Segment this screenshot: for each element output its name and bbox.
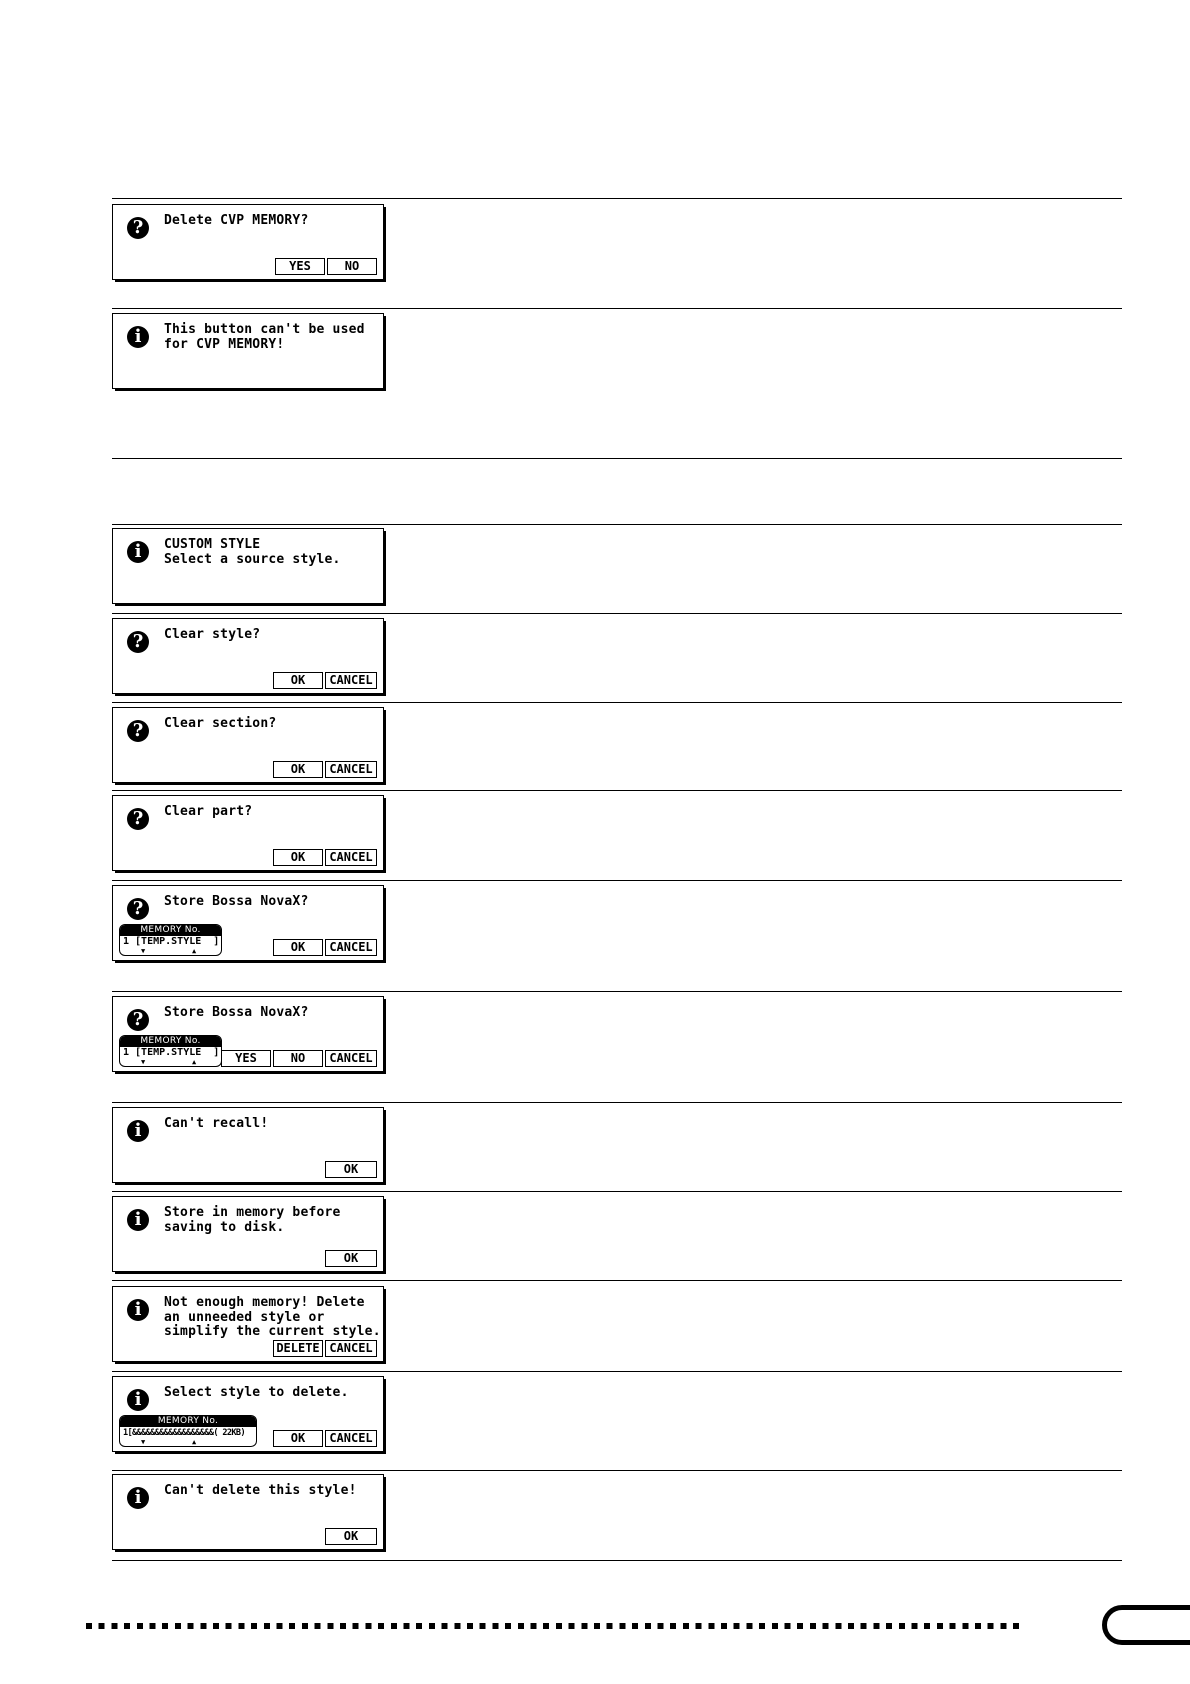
question-icon: ? xyxy=(127,720,149,742)
cancel-button[interactable]: CANCEL xyxy=(325,849,377,866)
dialog-message: Delete CVP MEMORY? xyxy=(164,213,309,228)
cancel-button[interactable]: CANCEL xyxy=(325,1050,377,1067)
dialog-message: Store Bossa NovaX? xyxy=(164,1005,309,1020)
ok-button[interactable]: OK xyxy=(325,1528,377,1545)
decrement-arrow-icon[interactable]: ▼ xyxy=(141,1058,146,1066)
dialog-message: Store in memory before saving to disk. xyxy=(164,1205,341,1235)
divider xyxy=(112,1102,1122,1103)
dialog-message: Clear style? xyxy=(164,627,261,642)
divider xyxy=(112,991,1122,992)
divider xyxy=(112,1280,1122,1281)
info-icon: i xyxy=(127,1120,149,1142)
yes-button[interactable]: YES xyxy=(221,1050,271,1067)
decrement-arrow-icon[interactable]: ▼ xyxy=(141,1438,146,1446)
lcd-dialog-button-cant-be-used xyxy=(112,313,384,389)
memory-number-selector[interactable] xyxy=(119,1035,222,1067)
divider xyxy=(112,524,1122,525)
memory-number-selector[interactable] xyxy=(119,1415,257,1447)
dialog-message: CUSTOM STYLE Select a source style. xyxy=(164,537,341,567)
ok-button[interactable]: OK xyxy=(273,849,323,866)
memory-value: 1 [TEMP.STYLE ] xyxy=(123,936,220,947)
info-icon: i xyxy=(127,1487,149,1509)
lcd-dialog-select-style-to-delete xyxy=(112,1376,384,1452)
dialog-message: Not enough memory! Delete an unneeded style or simplify the current style. xyxy=(164,1295,381,1339)
divider xyxy=(112,1560,1122,1561)
info-icon: i xyxy=(127,541,149,563)
increment-arrow-icon[interactable]: ▲ xyxy=(192,1438,197,1446)
info-icon: i xyxy=(127,326,149,348)
dialog-message: Store Bossa NovaX? xyxy=(164,894,309,909)
ok-button[interactable]: OK xyxy=(273,761,323,778)
dialog-message: Clear part? xyxy=(164,804,253,819)
lcd-dialog-delete-cvp-memory xyxy=(112,204,384,280)
divider xyxy=(112,702,1122,703)
memory-number-selector[interactable] xyxy=(119,924,222,956)
ok-button[interactable]: OK xyxy=(325,1161,377,1178)
divider xyxy=(112,458,1122,459)
lcd-dialog-clear-part xyxy=(112,795,384,871)
divider xyxy=(112,1470,1122,1471)
question-icon: ? xyxy=(127,631,149,653)
lcd-dialog-custom-style xyxy=(112,528,384,604)
question-icon: ? xyxy=(127,898,149,920)
lcd-dialog-cant-recall xyxy=(112,1107,384,1183)
lcd-dialog-not-enough-memory xyxy=(112,1286,384,1362)
cancel-button[interactable]: CANCEL xyxy=(325,939,377,956)
divider xyxy=(112,790,1122,791)
dialog-message: This button can't be used for CVP MEMORY! xyxy=(164,322,365,352)
footer-dotted-line xyxy=(86,1623,1020,1629)
info-icon: i xyxy=(127,1389,149,1411)
no-button[interactable]: NO xyxy=(273,1050,323,1067)
ok-button[interactable]: OK xyxy=(273,672,323,689)
yes-button[interactable]: YES xyxy=(275,258,325,275)
info-icon: i xyxy=(127,1209,149,1231)
increment-arrow-icon[interactable]: ▲ xyxy=(192,947,197,955)
ok-button[interactable]: OK xyxy=(273,1430,323,1447)
cancel-button[interactable]: CANCEL xyxy=(325,1340,377,1357)
dialog-message: Can't delete this style! xyxy=(164,1483,357,1498)
lcd-dialog-cant-delete-style xyxy=(112,1474,384,1550)
lcd-dialog-store-before-saving xyxy=(112,1196,384,1272)
lcd-dialog-store-style xyxy=(112,885,384,961)
divider xyxy=(112,1191,1122,1192)
divider xyxy=(112,613,1122,614)
ok-button[interactable]: OK xyxy=(273,939,323,956)
delete-button[interactable]: DELETE xyxy=(273,1340,323,1357)
dialog-message: Clear section? xyxy=(164,716,277,731)
dialog-message: Can't recall! xyxy=(164,1116,269,1131)
memory-label: MEMORY No. xyxy=(120,925,221,936)
increment-arrow-icon[interactable]: ▲ xyxy=(192,1058,197,1066)
lcd-dialog-clear-style xyxy=(112,618,384,694)
divider xyxy=(112,198,1122,199)
memory-label: MEMORY No. xyxy=(120,1416,256,1427)
ok-button[interactable]: OK xyxy=(325,1250,377,1267)
cancel-button[interactable]: CANCEL xyxy=(325,672,377,689)
decrement-arrow-icon[interactable]: ▼ xyxy=(141,947,146,955)
memory-value: 1[&&&&&&&&&&&&&&&&&&( 22KB) xyxy=(123,1428,245,1438)
question-icon: ? xyxy=(127,1009,149,1031)
cancel-button[interactable]: CANCEL xyxy=(325,1430,377,1447)
divider xyxy=(112,1371,1122,1372)
divider xyxy=(112,880,1122,881)
question-icon: ? xyxy=(127,217,149,239)
page-tab-shape xyxy=(1102,1605,1190,1645)
lcd-dialog-store-style-overwrite xyxy=(112,996,384,1072)
divider xyxy=(112,308,1122,309)
lcd-dialog-clear-section xyxy=(112,707,384,783)
memory-value: 1 [TEMP.STYLE ] xyxy=(123,1047,220,1058)
question-icon: ? xyxy=(127,808,149,830)
cancel-button[interactable]: CANCEL xyxy=(325,761,377,778)
info-icon: i xyxy=(127,1299,149,1321)
dialog-message: Select style to delete. xyxy=(164,1385,349,1400)
no-button[interactable]: NO xyxy=(327,258,377,275)
memory-label: MEMORY No. xyxy=(120,1036,221,1047)
